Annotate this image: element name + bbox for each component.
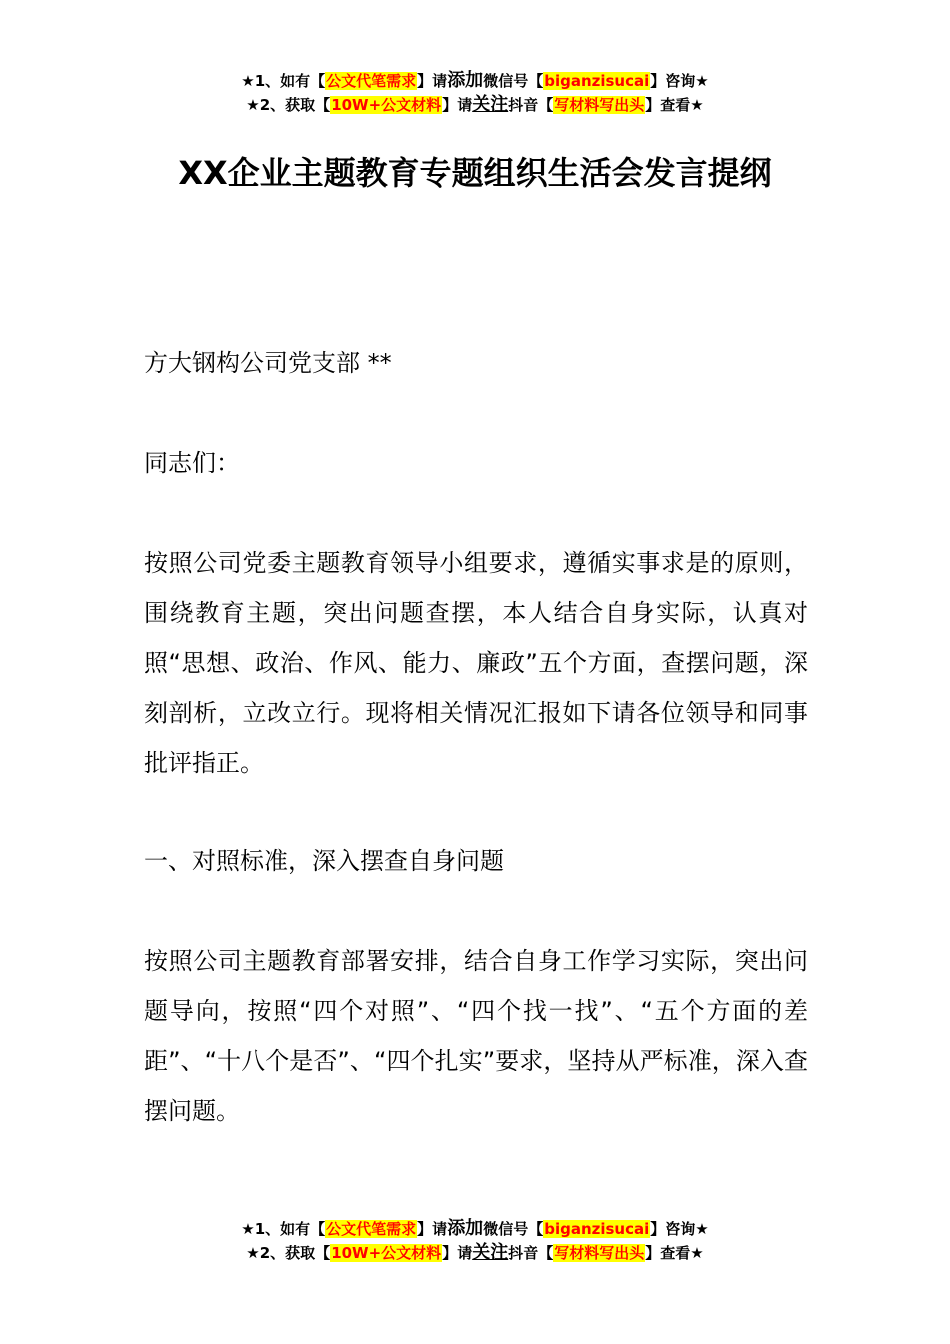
banner-prefix: ★1、如有【 [241,72,326,90]
banner-text: 】请 [442,1244,473,1262]
banner-wechat-id: biganzisucai [544,72,650,90]
greeting: 同志们： [144,449,240,477]
banner-line-2 [0,94,950,118]
banner-text: 微信号【 [483,72,544,90]
section-heading: 一、对照标准，深入摆查自身问题 [144,847,504,875]
banner-suffix: 】查看★ [645,96,704,114]
banner-wechat-id: biganzisucai [544,1220,650,1238]
banner-line-1 [0,1218,950,1242]
banner-text: 】请 [417,72,448,90]
banner-highlight: 10W+公文材料 [331,1244,442,1262]
banner-douyin-id: 写材料写出头 [554,1244,645,1262]
header-banner [0,70,950,118]
intro-paragraph: 按照公司党委主题教育领导小组要求，遵循实事求是的原则，围绕教育主题，突出问题查摆，本人结合自身实际，认真对照“思想、政治、作风、能力、廉政”五个方面，查摆问题，深刻剖析，立改立行。现将相关情况汇报如下请各位领导和同事批评指正。 [144,549,808,777]
banner-emphasis: 关注 [472,1242,509,1263]
banner-highlight: 10W+公文材料 [331,96,442,114]
banner-line-1 [0,70,950,94]
banner-emphasis: 添加 [447,1218,484,1239]
banner-emphasis: 添加 [447,70,484,91]
organization-line: 方大钢构公司党支部 ** [144,349,392,377]
section-body-paragraph: 按照公司主题教育部署安排，结合自身工作学习实际，突出问题导向，按照“四个对照”、“四个找一找”、“五个方面的差距”、“十八个是否”、“四个扎实”要求，坚持从严标准，深入查摆问题。 [144,947,808,1125]
banner-prefix: ★2、获取【 [246,1244,331,1262]
banner-suffix: 】查看★ [645,1244,704,1262]
banner-prefix: ★1、如有【 [241,1220,326,1238]
banner-highlight: 公文代笔需求 [326,72,417,90]
banner-line-2 [0,1242,950,1266]
footer-banner [0,1218,950,1266]
banner-emphasis: 关注 [472,94,509,115]
banner-highlight: 公文代笔需求 [326,1220,417,1238]
banner-text: 抖音【 [508,96,554,114]
banner-suffix: 】咨询★ [650,72,709,90]
banner-text: 抖音【 [508,1244,554,1262]
banner-douyin-id: 写材料写出头 [554,96,645,114]
document-title: XX企业主题教育专题组织生活会发言提纲 [178,154,772,192]
banner-text: 】请 [417,1220,448,1238]
banner-text: 】请 [442,96,473,114]
banner-prefix: ★2、获取【 [246,96,331,114]
banner-suffix: 】咨询★ [650,1220,709,1238]
banner-text: 微信号【 [483,1220,544,1238]
